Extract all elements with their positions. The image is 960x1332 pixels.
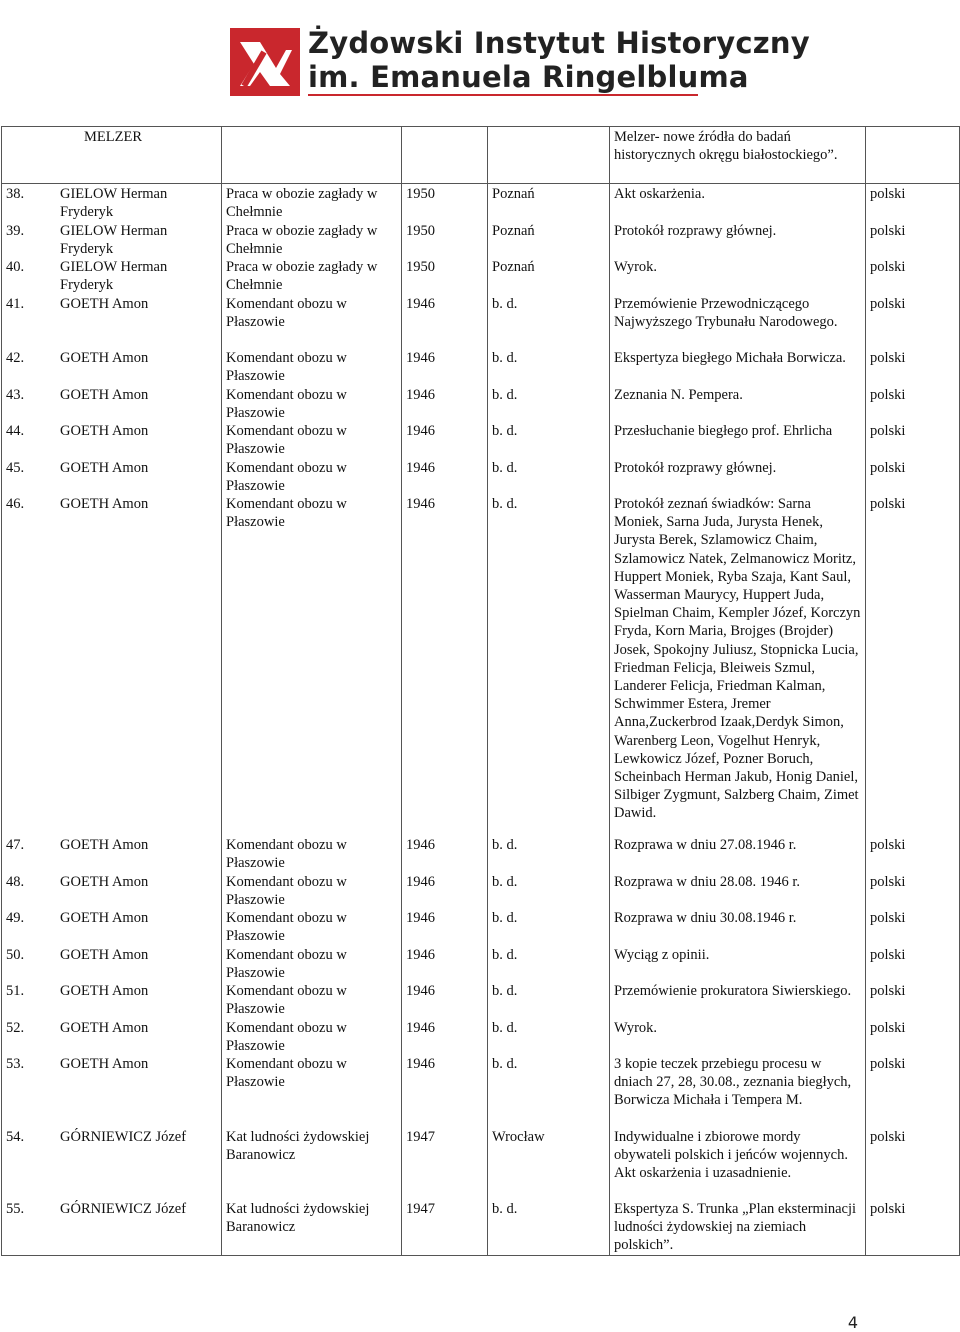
record-language: polski xyxy=(870,186,906,202)
record-name: GOETH Amon xyxy=(60,910,149,926)
record-number: 51. xyxy=(6,983,25,999)
record-description: Protokół zeznań świadków: Sarna Moniek, Sarna Juda, Jurysta Henek, Jurysta Berek, Szlamowicz Chaim, Szlamowicz Natek, Zelmanowicz Moritz, Huppert Moniek, Ryba Szaja, Kant Saul, Wasserman Maurycy, Huppert Juda, Spielman Chaim, Kempler Józef, Korczyn Fryda, Korn Maria, Brojges (Brojder) Josek, Spokojny Juliusz, Stopnicka Lucia, Friedman Felicja, Bleiweis Szmul, Landerer Felicja, Friedman Kalman, Schwimmer Estera, Jremer Anna,Zuckerbrod Izaak,Derdyk Simon, Warenberg Leon, Vogelhut Henryk, Lewkowicz Józef, Pozner Boruch, Scheinbach Herman Jakub, Honig Daniel, Silbiger Zygmunt, Salzberg Chaim, Zimet Dawid. xyxy=(614,496,861,822)
record-name: GOETH Amon xyxy=(60,295,149,312)
record-place: b. d. xyxy=(492,295,518,312)
record-name: GOETH Amon xyxy=(60,350,149,366)
record-name: GOETH Amon xyxy=(60,1056,149,1072)
record-place: b. d. xyxy=(492,983,518,999)
record-role: Komendant obozu w Płaszowie xyxy=(226,837,347,872)
list-item xyxy=(6,1128,217,1201)
record-place: b. d. xyxy=(492,1201,518,1217)
record-role: Komendant obozu w Płaszowie xyxy=(226,423,347,458)
record-name: GOETH Amon xyxy=(60,459,149,476)
list-item xyxy=(6,836,217,873)
record-year: 1946 xyxy=(406,386,435,403)
record-number: 52. xyxy=(6,1019,25,1036)
record-number: 54. xyxy=(6,1128,25,1145)
record-name: GIELOW Herman Fryderyk xyxy=(60,259,168,294)
record-year: 1946 xyxy=(406,459,435,476)
record-place: b. d. xyxy=(492,873,518,890)
list-item xyxy=(6,258,217,295)
record-description: Przemówienie prokuratora Siwierskiego. xyxy=(614,983,852,999)
record-role: Komendant obozu w Płaszowie xyxy=(226,496,347,531)
record-role: Komendant obozu w Płaszowie xyxy=(226,350,347,385)
record-year: 1950 xyxy=(406,222,435,239)
record-place: Poznań xyxy=(492,259,535,275)
list-item xyxy=(6,946,217,983)
record-place: b. d. xyxy=(492,496,518,512)
record-description: Protokół rozprawy głównej. xyxy=(614,459,777,476)
record-year: 1946 xyxy=(406,946,435,963)
melzer-name-cell xyxy=(2,127,222,184)
table-row-melzer xyxy=(2,127,960,184)
record-language: polski xyxy=(870,386,906,403)
record-description: Rozprawa w dniu 27.08.1946 r. xyxy=(614,837,797,853)
record-name: GOETH Amon xyxy=(60,496,149,512)
record-number: 47. xyxy=(6,837,25,853)
column-year xyxy=(402,184,488,1256)
logo-underline xyxy=(308,94,698,96)
record-role: Komendant obozu w Płaszowie xyxy=(226,1019,347,1054)
record-language: polski xyxy=(870,496,906,512)
column-place xyxy=(488,184,610,1256)
record-description: Przesłuchanie biegłego prof. Ehrlicha xyxy=(614,423,833,439)
record-description: Rozprawa w dniu 30.08.1946 r. xyxy=(614,910,797,926)
institute-name-line1: Żydowski Instytut Historyczny xyxy=(308,26,810,60)
melzer-description-cell xyxy=(610,127,866,184)
record-number: 45. xyxy=(6,459,25,476)
record-role: Komendant obozu w Płaszowie xyxy=(226,910,347,945)
record-number: 40. xyxy=(6,259,25,275)
record-name: GOETH Amon xyxy=(60,983,149,999)
record-description: Rozprawa w dniu 28.08. 1946 r. xyxy=(614,873,801,890)
record-place: Poznań xyxy=(492,186,535,202)
record-number: 55. xyxy=(6,1201,25,1217)
record-place: Poznań xyxy=(492,222,535,239)
record-year: 1946 xyxy=(406,873,435,890)
list-item xyxy=(6,349,217,386)
record-number: 41. xyxy=(6,295,25,312)
institute-name-line2: im. Emanuela Ringelbluma xyxy=(308,60,749,94)
record-year: 1950 xyxy=(406,186,435,202)
record-place: b. d. xyxy=(492,837,518,853)
record-language: polski xyxy=(870,1201,906,1217)
record-name: GOETH Amon xyxy=(60,386,149,403)
record-role: Komendant obozu w Płaszowie xyxy=(226,295,347,330)
list-item xyxy=(6,495,217,836)
record-language: polski xyxy=(870,910,906,926)
record-language: polski xyxy=(870,459,906,476)
list-item xyxy=(6,295,217,350)
record-description: Ekspertyza S. Trunka „Plan eksterminacji ludności żydowskiej na ziemiach polskich”. xyxy=(614,1201,857,1254)
record-year: 1947 xyxy=(406,1201,435,1217)
record-year: 1946 xyxy=(406,837,435,853)
record-language: polski xyxy=(870,350,906,366)
record-description: Zeznania N. Pempera. xyxy=(614,386,743,403)
record-role: Komendant obozu w Płaszowie xyxy=(226,873,347,908)
record-name: GIELOW Herman Fryderyk xyxy=(60,186,168,221)
list-item xyxy=(6,386,217,423)
record-language: polski xyxy=(870,222,906,239)
record-role: Komendant obozu w Płaszowie xyxy=(226,1056,347,1091)
record-language: polski xyxy=(870,1128,906,1145)
record-role: Komendant obozu w Płaszowie xyxy=(226,386,347,421)
record-year: 1946 xyxy=(406,350,435,366)
record-language: polski xyxy=(870,946,906,963)
record-language: polski xyxy=(870,1019,906,1036)
record-description: 3 kopie teczek przebiegu procesu w dniach 27, 28, 30.08., zeznania biegłych, Borwicza Michała i Tempera M. xyxy=(614,1056,852,1109)
record-name: GIELOW Herman Fryderyk xyxy=(60,222,168,257)
record-place: b. d. xyxy=(492,1056,518,1072)
record-place: Wrocław xyxy=(492,1128,545,1145)
list-item xyxy=(6,873,217,910)
column-role xyxy=(222,184,402,1256)
institute-name xyxy=(308,26,810,94)
record-role: Komendant obozu w Płaszowie xyxy=(226,459,347,494)
record-year: 1946 xyxy=(406,496,435,512)
list-item xyxy=(6,459,217,496)
record-role: Praca w obozie zagłady w Chełmnie xyxy=(226,186,378,221)
record-language: polski xyxy=(870,259,906,275)
list-item xyxy=(6,222,217,259)
list-item xyxy=(6,422,217,459)
column-language xyxy=(866,184,960,1256)
record-description: Protokół rozprawy głównej. xyxy=(614,222,777,239)
record-name: GOETH Amon xyxy=(60,423,149,439)
list-item xyxy=(6,1019,217,1056)
record-role: Komendant obozu w Płaszowie xyxy=(226,946,347,981)
page-header xyxy=(230,22,810,102)
list-item xyxy=(6,185,217,222)
record-description: Przemówienie Przewodniczącego Najwyższego Trybunału Narodowego. xyxy=(614,295,838,330)
record-name: GOETH Amon xyxy=(60,946,149,963)
record-number: 43. xyxy=(6,386,25,403)
record-place: b. d. xyxy=(492,423,518,439)
record-name: GOETH Amon xyxy=(60,837,149,853)
record-place: b. d. xyxy=(492,386,518,403)
record-year: 1946 xyxy=(406,295,435,312)
melzer-description: Melzer- nowe źródła do badań historycznych okręgu białostockiego”. xyxy=(614,129,838,164)
record-place: b. d. xyxy=(492,946,518,963)
record-description: Wyciąg z opinii. xyxy=(614,946,710,963)
column-number-name xyxy=(2,184,222,1256)
record-place: b. d. xyxy=(492,459,518,476)
record-year: 1946 xyxy=(406,1056,435,1072)
record-description: Indywidualne i zbiorowe mordy obywateli polskich i jeńców wojennych. Akt oskarżenia i uzasadnienie. xyxy=(614,1128,848,1181)
record-year: 1950 xyxy=(406,259,435,275)
record-language: polski xyxy=(870,837,906,853)
record-name: GOETH Amon xyxy=(60,873,149,890)
record-language: polski xyxy=(870,983,906,999)
record-year: 1947 xyxy=(406,1128,435,1145)
record-role: Komendant obozu w Płaszowie xyxy=(226,983,347,1018)
list-item xyxy=(6,909,217,946)
records-table xyxy=(1,126,960,1256)
list-item xyxy=(6,1055,217,1128)
record-name: GÓRNIEWICZ Józef xyxy=(60,1201,187,1217)
record-place: b. d. xyxy=(492,350,518,366)
record-description: Wyrok. xyxy=(614,259,658,275)
record-language: polski xyxy=(870,423,906,439)
record-number: 53. xyxy=(6,1056,25,1072)
record-name: GOETH Amon xyxy=(60,1019,149,1036)
list-item xyxy=(6,1200,217,1255)
record-number: 49. xyxy=(6,910,25,926)
record-year: 1946 xyxy=(406,983,435,999)
record-role: Kat ludności żydowskiej Baranowicz xyxy=(226,1128,370,1163)
record-place: b. d. xyxy=(492,1019,518,1036)
record-number: 48. xyxy=(6,873,25,890)
zih-logo-icon xyxy=(230,28,300,96)
record-language: polski xyxy=(870,873,906,890)
list-item xyxy=(6,982,217,1019)
record-year: 1946 xyxy=(406,910,435,926)
record-description: Wyrok. xyxy=(614,1019,658,1036)
record-number: 38. xyxy=(6,186,25,202)
record-number: 39. xyxy=(6,222,25,239)
melzer-name: MELZER xyxy=(84,129,142,145)
page-number: 4 xyxy=(847,1313,858,1332)
record-description: Ekspertyza biegłego Michała Borwicza. xyxy=(614,350,846,366)
record-role: Praca w obozie zagłady w Chełmnie xyxy=(226,259,378,294)
column-description xyxy=(610,184,866,1256)
record-description: Akt oskarżenia. xyxy=(614,186,705,202)
record-language: polski xyxy=(870,1056,906,1072)
record-place: b. d. xyxy=(492,910,518,926)
record-number: 46. xyxy=(6,496,25,512)
record-year: 1946 xyxy=(406,423,435,439)
record-number: 50. xyxy=(6,946,25,963)
record-role: Praca w obozie zagłady w Chełmnie xyxy=(226,222,378,257)
record-number: 42. xyxy=(6,350,25,366)
record-year: 1946 xyxy=(406,1019,435,1036)
record-language: polski xyxy=(870,295,906,312)
record-number: 44. xyxy=(6,423,25,439)
record-role: Kat ludności żydowskiej Baranowicz xyxy=(226,1201,370,1236)
record-name: GÓRNIEWICZ Józef xyxy=(60,1128,187,1145)
table-row-records xyxy=(2,184,960,1256)
